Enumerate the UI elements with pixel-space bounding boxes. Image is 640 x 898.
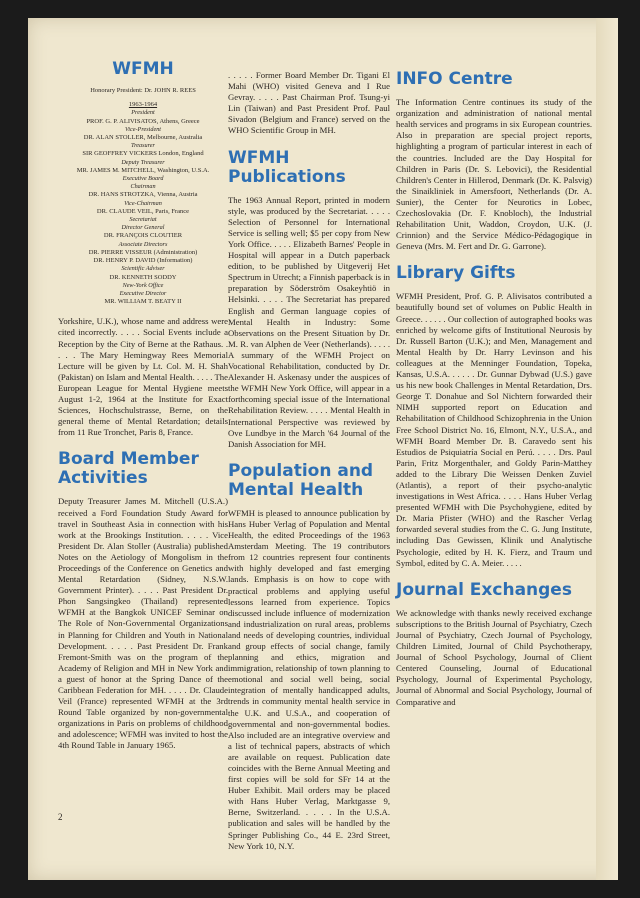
population-text: WFMH is pleased to announce publication by Hans Huber Verlag of Population and Mental Health, the edited Proceedings of the 1963 Amsterdam Meeting. The 19 contributors from 12 countries represent four continents with highly developed and fast emerging lands. Emphasis is on how to cope with practical problems and applying useful lessons learned from experience. Topics discussed include influence of modernization and industrialization on rural areas, problems and needs of developing countries, individual and group effects of social change, family planning and ethics, migration and immigration, relationship of town planning to emotional and social well being, social integration of mentally handicapped adults, trends in community mental health service in the U.K. and U.S.A., and cooperation of governmental and non-governmental bodies. Also included are an integrative overview and a list of technical papers, abstracts of which are available on request. Publication date coincides with the Berne Annual Meeting and first copies will be sold for SFr 14 at the Huber Exhibit. Mail orders may be placed with Hans Huber Verlag, Marktgasse 9, Berne, Switzerland. . . . . In the U.S.A. publication and sales will be handled by the Springer Publishing Co., 44 E. 23rd Street, New York 10, N.Y.	[228, 507, 390, 851]
magazine-page	[28, 18, 618, 880]
roster-member: DR. HENRY P. DAVID (Information)	[93, 257, 193, 265]
roster-role: New-York Office	[122, 281, 164, 289]
roster-member: SIR GEOFFREY VICKERS London, England	[82, 150, 204, 158]
roster-member: DR. PIERRE VISSEUR (Administration)	[88, 248, 198, 256]
officer-roster	[58, 87, 228, 306]
column-1	[58, 60, 228, 752]
roster-year: 1963-1964	[128, 101, 158, 109]
column-3	[396, 70, 592, 708]
roster-list	[58, 109, 228, 306]
board-text: Deputy Treasurer James M. Mitchell (U.S.A.) received a Ford Foundation Study Award for travel in Southeast Asia in connection with his work at the Brookings Institution. . . . . Vice President Dr. Alan Stoller (Australia) published Notes on the Aetiology of Mongolism in the Proceedings of the Conference on Genetics and Mental Retardation (Sidney, N.S.W. Government Printer). . . . . Past President Dr. Phon Sangsingkeo (Thailand) represented WFMH at the Bangkok UNICEF Seminar on The Role of Non-Governmental Organizations in Planning for Children and Youth in National Development. . . . . Past President Dr. Frank Fremont-Smith was on the program of the Academy of Religion and MH in New York and a guest of honor at the Spring Dance of the Caribbean Federation for MH. . . . . Dr. Claude Veil (France) represented WFMH at the 3rd Round Table organized by non-governmental organizations in Paris on problems of childhood and adolescence; WFMH was invited to host the 4th Round Table in January 1965.	[58, 496, 228, 751]
roster-member: MR. WILLIAM T. BEATY II	[104, 298, 182, 306]
roster-role: Deputy Treasurer	[121, 158, 165, 166]
roster-member: DR. CLAUDE VEIL, Paris, France	[96, 207, 190, 215]
population-heading: Population and Mental Health	[228, 460, 374, 500]
roster-role: Vice-President	[124, 125, 162, 133]
page-edge	[596, 18, 618, 880]
honorary-president: Honorary President: Dr. JOHN R. REES	[90, 87, 196, 95]
board-continued-text: . . . . . Former Board Member Dr. Tigani El Mahi (WHO) visited Geneva and I Rue Gevray. . . . . Past Chairman Prof. Tsung-yi Lin (Taiwan) and Past President Prof. Paul Sivadon (Belgium and France) served on the WHO Scientific Group in MH.	[228, 70, 390, 136]
roster-role: President	[131, 109, 155, 117]
roster-member: DR. ALAN STOLLER, Melbourne, Australia	[83, 134, 203, 142]
roster-role: Scientific Adviser	[121, 265, 165, 273]
roster-role: Secretariat	[129, 216, 157, 224]
roster-role: Executive Board	[122, 175, 164, 183]
roster-role: Chairman	[130, 183, 156, 191]
info-centre-heading: INFO Centre	[396, 69, 513, 89]
roster-member: DR. KENNETH SODDY	[109, 273, 177, 281]
roster-role: Director General	[121, 224, 165, 232]
page-number: 2	[58, 812, 63, 822]
library-gifts-heading: Library Gifts	[396, 263, 516, 284]
roster-member: DR. HANS STROTZKA, Vienna, Austria	[88, 191, 198, 199]
wfmh-heading: WFMH	[112, 59, 174, 79]
journal-exchanges-text: We acknowledge with thanks newly received exchange subscriptions to the British Journal of Psychiatry, Czech Journal of Psychiatry, Czech Journal of Psychology, Children Limited, Journal of Child Psychotherapy, Journal of School Psychology, Journal of Client Centered Counseling, Journal of Educational Psychology, Journal of Experimental Psychology, Journal of Abnormal and Social Psychology, Journal of Comparative and	[396, 607, 592, 707]
roster-role: Treasurer	[131, 142, 155, 150]
column-2	[228, 70, 390, 852]
roster-member: DR. FRANÇOIS CLOUTIER	[103, 232, 183, 240]
roster-role: Associate Directors	[118, 240, 168, 248]
roster-member: MR. JAMES M. MITCHELL, Washington, U.S.A.	[76, 166, 210, 174]
board-heading: Board Member Activities	[58, 449, 199, 489]
library-gifts-text: WFMH President, Prof. G. P. Alivisatos contributed a beautifully bound set of volumes on Public Health in Greece. . . . . . Our collection of autographed books was enriched by welcome gifts of Institutional Neurosis by Dr. Russell Barton (U.K.); and Men, Management and Mental Health by Dr. Harry Levinson and his colleagues at the Menninger Foundation, Topeka, Kansas, U.S.A. . . . . . Dr. Gunnar Dybwad (U.S.) gave us his new book Challenges in Mental Retardation, Drs. George T. Donahue and Sol Nichtern forwarded their NIMH supported report on Education and Rehabilitation of Childhood Schizophrenia in the Union Free School District No. 16, Elmont, N.Y., U.S.A., and WFMH Board Member Dr. B. Caravedo sent his Estudios de Psiquiatría Social en Perú. . . . . Drs. Paul Parin, Fritz Morgenthaler, and Goldy Parin-Matthey added to the Library Die Weissen Denken Zuviel (Atlantis), a report of their psycho-analytic investigations in West Africa. . . . . Hans Huber Verlag presented WFMH with Die Psychohygiene, edited by Dr. Maria Pfister (WHO) and the Rascher Verlag forwarded several studies from the C. G. Jung Institute, including Das Gewissen, Klinik und Analytische Psychologie, edited by H. K. Fierz, and Traum und Symbol, edited by C. A. Meier. . . . .	[396, 291, 592, 568]
roster-role: Vice-Chairman	[124, 199, 162, 207]
roster-role: Executive Director	[119, 289, 167, 297]
wfmh-continued-text: Yorkshire, U.K.), whose name and address were cited incorrectly. . . . . Social Events include a Reception by the City of Berne at the Rathaus. . . . . The Mary Hemingway Rees Memorial Lecture will be given by Lt. Col. M. H. Shah (Pakistan) on Islam and Mental Health. . . . . The European League for Mental Hygiene meets August 1-2, 1964 at the Institute for Exact Sciences, Hochschulstrasse, Berne, on the general theme of Mental Retardation; details from 11 Rue Tronchet, Paris 8, France.	[58, 316, 228, 438]
journal-exchanges-heading: Journal Exchanges	[396, 579, 572, 600]
publications-heading: WFMH Publications	[228, 147, 346, 187]
roster-member: PROF. G. P. ALIVISATOS, Athens, Greece	[86, 117, 200, 125]
info-centre-text: The Information Centre continues its study of the organization and administration of national mental health services and programs in six European countries. Also in preparation are special project reports, highlighting a program of particular interest in each of the countries. Included are the Day Hospital for Children in Paris (Dr. S. Lebovici), the Residential Children's Center in Hillerod, Denmark (Dr. K. Palsvig) the Sinaikliniek in Amersfoort, Netherlands (Dr. A. Sunier), the Center for Neurotics in Lobec, Czechoslovakia (Dr. F. Knobloch), the Industrial Rehabilitation Unit, Waddon, Croydon, U.K. (J. Crinnion) and the Service Médico-Pédagogique in Geneva (Mrs. M. Fert and Dr. G. Garrone).	[396, 97, 592, 252]
publications-text: The 1963 Annual Report, printed in modern style, was produced by the Secretariat. . . . . Selection of Personnel for International Service is selling well; $5 per copy from New York Office. . . . . Elizabeth Barnes' People in Hospital will appear in a Dutch paperback edition, to be published by Uitgeverij Het Spectrum in Utrecht; a Finnish paperback is in preparation by Söderström Osakeyhtiö in Helsinki. . . . . The Secretariat has prepared English and German language copies of Mental Health in Industry: Some Observations on the Present Situation by Dr. M. R. van Alphen de Veer (Netherlands). . . . . A summary of the WFMH Project on Vocational Rehabilitation, conducted by Dr. Alexander H. Askenasy under the auspices of the WFMH New York Office, will appear in a forthcoming special issue of the International Rehabilitation Review. . . . . Mental Health in International Perspective was reviewed by Ove Lundbye in the March '64 Journal of the Danish Association for MH.	[228, 194, 390, 449]
